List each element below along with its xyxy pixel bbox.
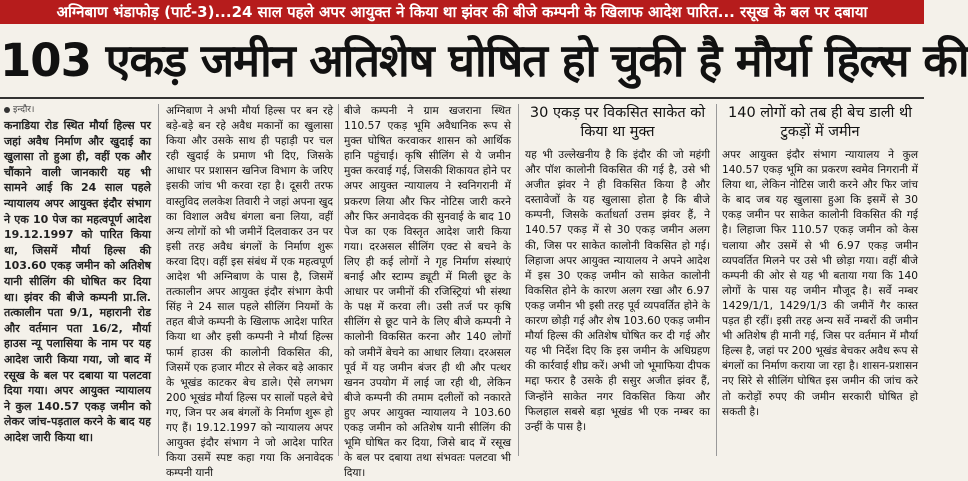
body-column-4 (525, 104, 710, 458)
intro-text: कनाडिया रोड स्थित मौर्या हिल्स पर जहां अवैध निर्माण और खुदाई का खुलासा तो हुआ ही, वहीं एक और चौंकाने वाली जानकारी यह भी सामने आई कि 24 साल पहले न्यायालय अपर आयुक्त इंदौर संभाग ने एक 10 पेज का महत्वपूर्ण आदेश 19.12.1997 को पारित किया था, जिसमें मौर्या हिल्स की 103.60 एकड़ जमीन को अतिशेष यानी सीलिंग की घोषित कर दिया था। झंवर की बीजे कम्पनी प्रा.लि. तत्कालीन पता 9/1, महारानी रोड और वर्तमान पता 16/2, मौर्या हाउस न्यू पलासिया के नाम पर यह आदेश जारी किया गया, जो बाद में रसूख के बल पर दबाया या पलटवा दिया गया। अपर आयुक्त न्यायालय ने कुल 140.57 एकड़ जमीन को लेकर जांच-पड़ताल करने के बाद यह आदेश जारी किया था। (4, 119, 151, 444)
column-divider (518, 104, 519, 456)
dateline-text: इन्दौर। (13, 105, 35, 115)
body-text-3: बीजे कम्पनी ने ग्राम खजराना स्थित 110.57 एकड़ भूमि अवैधानिक रूप से मुक्त घोषित करवाकर शासन को आर्थिक हानि पहुंचाई। कृषि सीलिंग से ये जमीन मुक्त करवाई गई, जिसकी शिकायत होने पर अपर आयुक्त न्यायालय ने स्वनिगरानी में प्रकरण लिया और फिर नोटिस जारी करने और फिर अनावेदक की सुनवाई के बाद 10 पेज का एक विस्तृत आदेश जारी किया गया। दरअसल सीलिंग एक्ट से बचने के लिए ही कई लोगों ने गृह निर्माण संस्थाएं बनाई और स्टाम्प ड्यूटी में मिली छूट के आधार पर जमीनों की रजिस्ट्रियां भी संस्था के पक्ष में करवा ली। उसी तर्ज पर कृषि सीलिंग से छूट पाने के लिए बीजे कम्पनी ने कालोनी विकसित करना और 140 लोगों को जमीनें बेचने का आधार लिया। दरअसल पूर्व में यह जमीन बंजर ही थी और पत्थर खनन उपयोग में लाई जा रही थी, लेकिन बीजे कम्पनी की तमाम दलीलों को नकारते हुए अपर आयुक्त न्यायालय ने 103.60 एकड़ जमीन को अतिशेष यानी सीलिंग की भूमि घोषित कर दिया, जिसे बाद में रसूख के बल पर दबाया तथा संभवतः पलटवा भी दिया। (344, 105, 511, 480)
bullet-icon (4, 107, 10, 113)
headline: 103 एकड़ जमीन अतिशेष घोषित हो चुकी है मौर्या हिल्स की (0, 34, 968, 87)
body-column-5 (722, 104, 918, 458)
body-text-4: यह भी उल्लेखनीय है कि इंदौर की जो महंगी और पॉश कालोनी विकसित की गई है, उसे भी अजीत झंवर ने ही विकसित किया है और दस्तावेजों के यह खुलासा होता है कि बीजे कम्पनी, जिसके कर्ताधर्ता उत्तम झंवर हैं, ने 140.57 एकड़ में से 30 एकड़ जमीन अलग की, जिस पर साकेत कालोनी विकसित हो गई। लिहाजा अपर आयुक्त न्यायालय ने अपने आदेश में इस 30 एकड़ जमीन को साकेत कालोनी विकसित होने के कारण अलग रखा और 6.97 एकड़ जमीन भी इसी तरह पूर्व व्यपवर्तित होने के कारण छोड़ी गई और शेष 103.60 एकड़ जमीन मौर्या हिल्स की अतिशेष घोषित कर दी गई और यह भी निर्देश दिए कि इस जमीन के अधिग्रहण की कार्रवाई शीघ्र करें। अभी जो भूमाफिया दीपक मद्दा फरार है उसके ही ससुर अजीत झंवर हैं, जिन्होंने साकेत नगर विकसित किया और फिलहाल सबसे बड़ा भूखंड भी एक नम्बर का उन्हीं के पास है। (525, 149, 710, 433)
body-text-5: अपर आयुक्त इंदौर संभाग न्यायालय ने कुल 140.57 एकड़ भूमि का प्रकरण स्वमेव निगरानी में लिया था, लेकिन नोटिस जारी करने और फिर जांच के बाद जब यह खुलासा हुआ कि इसमें से 30 एकड़ जमीन पर साकेत कालोनी विकसित की गई है। लिहाजा फिर 110.57 एकड़ जमीन को केस चलाया और उसमें से भी 6.97 एकड़ जमीन व्यपवर्तित मिलने पर उसे भी छोड़ा गया। वहीं बीजे कम्पनी की ओर से यह भी बताया गया कि 140 लोगों के पास यह जमीन मौजूद है। सर्वे नम्बर 1429/1/1, 1429/1/3 की जमीनें गैर कास्त पड़त ही रहीं। इसी तरह अन्य सर्वे नम्बरों की जमीन भी अतिशेष ही मानी गई, जिस पर वर्तमान में मौर्या हिल्स है, जहां पर 200 भूखंड बेचकर अवैध रूप से बंगलों का निर्माण कराया जा रहा है। शासन-प्रशासन नए सिरे से सीलिंग घोषित इस जमीन की जांच करे तो करोड़ों रुपए की जमीन सरकारी घोषित हो सकती है। (722, 149, 918, 418)
headline-rule (0, 97, 924, 99)
kicker-strap: अग्निबाण भंडाफोड़ (पार्ट-3)...24 साल पहले अपर आयुक्त ने किया था झंवर की बीजे कम्पनी के खिलाफ आदेश पारित... रसूख के बल पर दबाया (0, 0, 924, 24)
body-text-2: अग्निबाण ने अभी मौर्या हिल्स पर बन रहे बड़े-बड़े बन रहे अवैध मकानों का खुलासा किया और उसके साथ ही पहाड़ी पर चल रही खुदाई के प्रमाण भी दिए, जिसके आधार पर प्रशासन खनिज विभाग के जरिए इसकी जांच भी करवा रहा है। दूसरी तरफ वास्तुविद ललकेश तिवारी ने जहां अपना खुद का विशाल अवैध बंगला बना लिया, वहीं अन्य लोगों को भी जमीनें दिलवाकर उन पर इसी तरह अवैध बंगलों के निर्माण शुरू करवा दिए। वहीं इस संबंध में एक महत्वपूर्ण आदेश भी अग्निबाण के पास है, जिसमें तत्कालीन अपर आयुक्त इंदौर संभाग केपी सिंह ने 24 साल पहले सीलिंग नियमों के तहत बीजे कम्पनी के खिलाफ आदेश पारित किया था और इसी कम्पनी ने मौर्या हिल्स फार्म हाउस की कालोनी विकसित की, जिसमें एक हजार मीटर से लेकर बड़े आकार के भूखंड काटकर बेच डाले। ऐसे लगभग 200 भूखंड मौर्या हिल्स पर सालों पहले बेचे गए, जिन पर अब बंगलों के निर्माण शुरू हो गए हैं। 19.12.1997 को न्यायालय अपर आयुक्त इंदौर संभाग ने जो आदेश पारित किया उसमें स्पष्ट कहा गया कि अनावेदक कम्पनी यानी (166, 105, 333, 480)
body-column-2 (166, 104, 333, 480)
dateline (4, 104, 151, 116)
body-column-3 (344, 104, 511, 480)
column-divider (158, 104, 159, 456)
subheading-140-people: 140 लोगों को तब ही बेच डाली थी टुकड़ों में जमीन (728, 105, 912, 140)
intro-column (4, 104, 151, 458)
column-divider (716, 104, 717, 456)
subheading-saket: 30 एकड़ पर विकसित साकेत को किया था मुक्त (529, 105, 706, 140)
column-divider (338, 104, 339, 456)
